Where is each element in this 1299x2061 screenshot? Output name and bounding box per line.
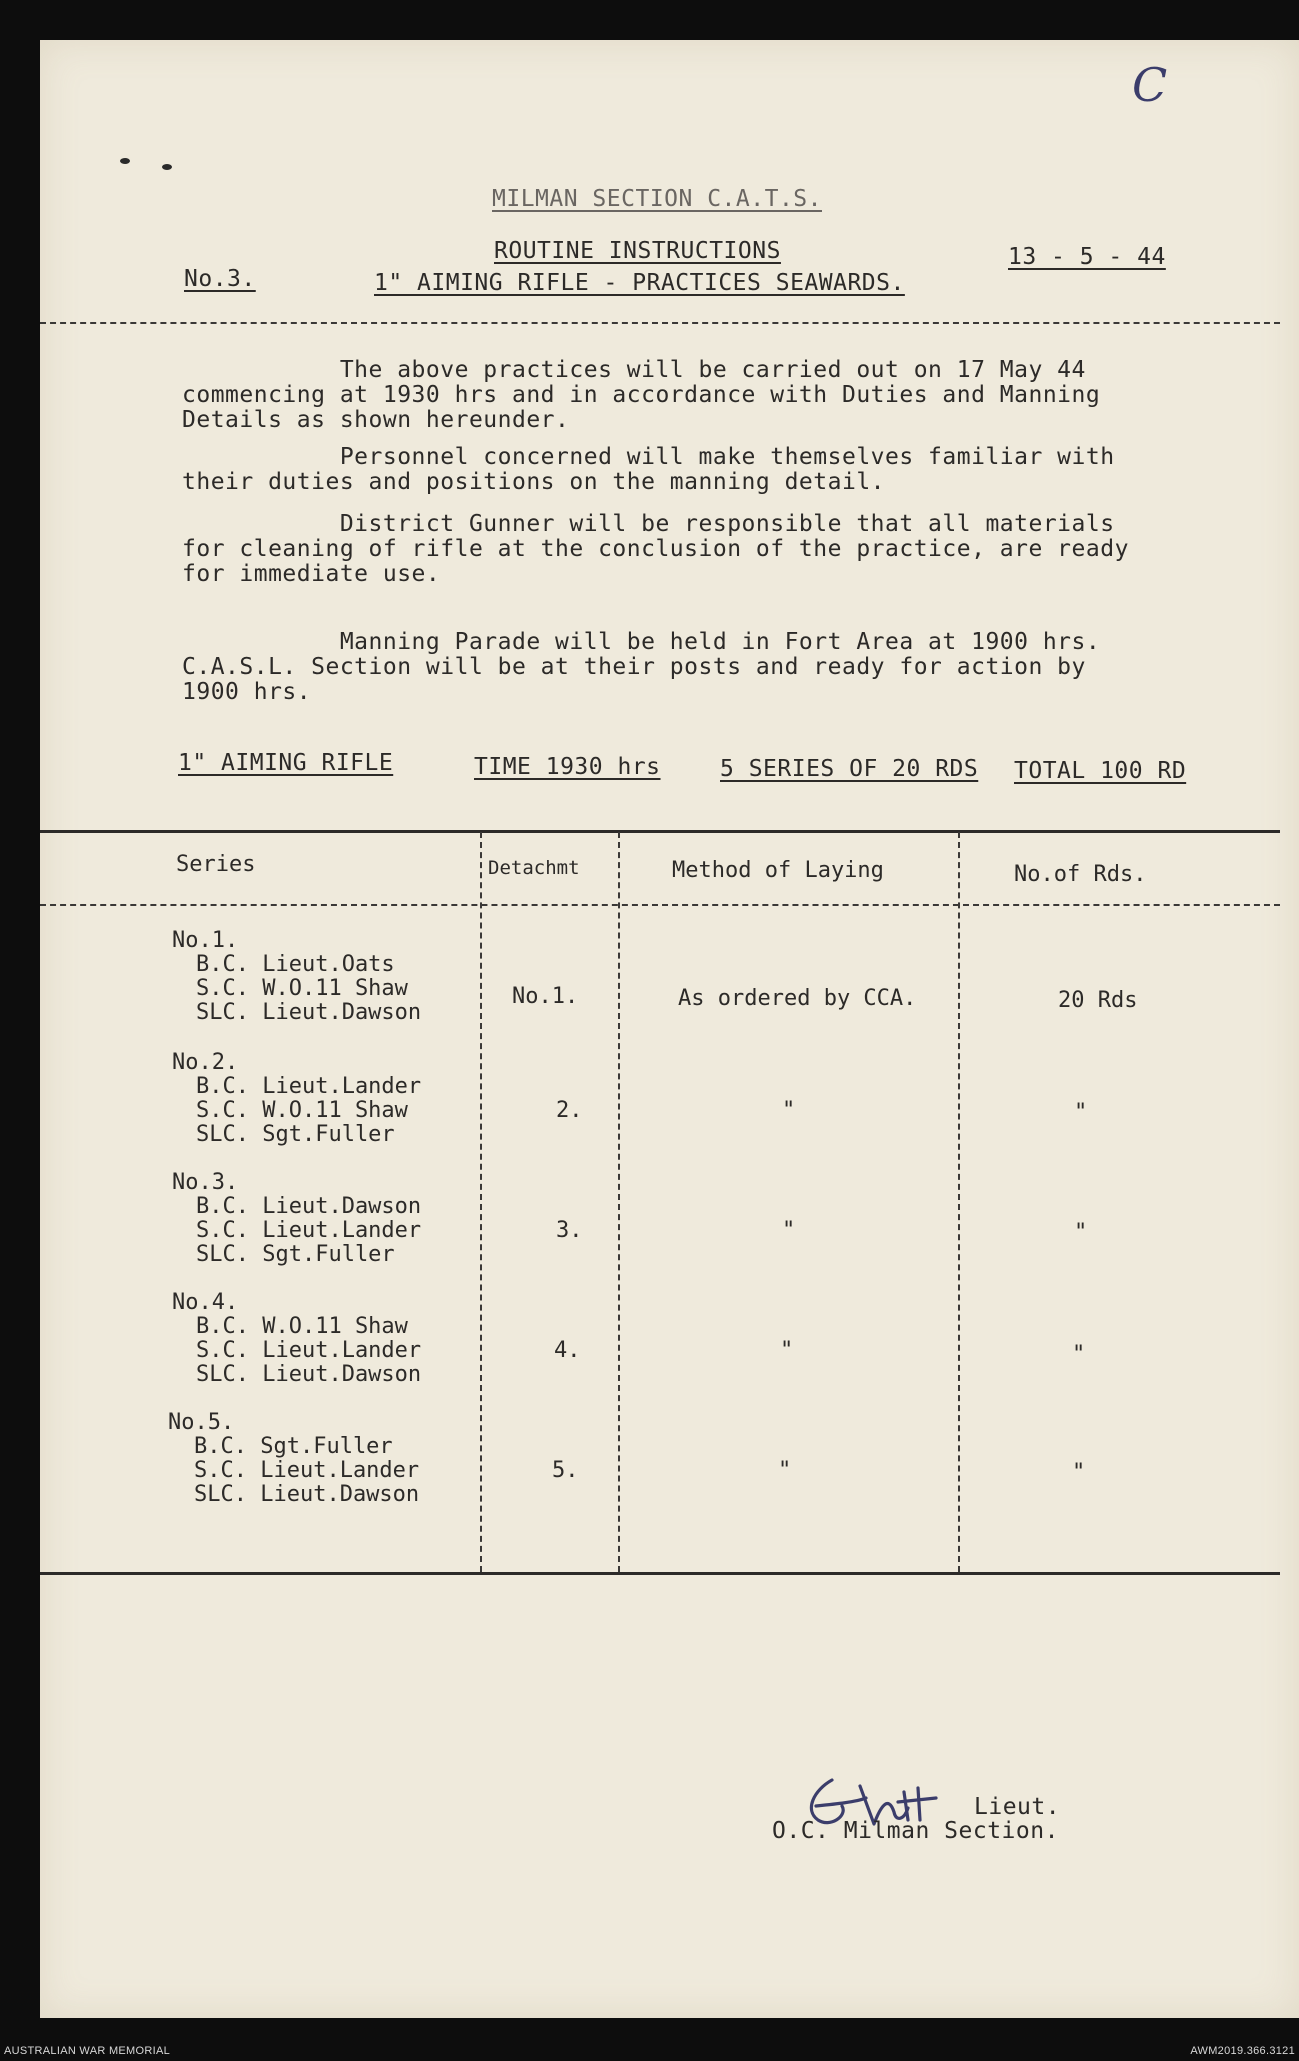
- table-header-rule: [40, 904, 1280, 906]
- series-duty: SLC. Lieut.Dawson: [194, 1482, 420, 1507]
- summary-time: TIME 1930 hrs: [474, 754, 661, 780]
- detachment: 3.: [556, 1218, 583, 1243]
- series-duty: S.C. Lieut.Lander: [194, 1458, 420, 1483]
- rounds: 20 Rds: [1058, 988, 1138, 1013]
- paragraph-1: The above practices will be carried out on 17 May 44 commencing at 1930 hrs and in accordance with Duties and Manning Details as shown hereunder.: [182, 357, 1101, 433]
- punch-hole: [120, 158, 130, 164]
- corner-mark: C: [1132, 58, 1168, 112]
- column-header-detachment: Detachmt: [488, 857, 580, 879]
- series-duty: S.C. W.O.11 Shaw: [196, 1098, 408, 1123]
- column-header-method: Method of Laying: [672, 858, 884, 883]
- series-duty: SLC. Lieut.Dawson: [196, 1000, 422, 1025]
- detachment: No.1.: [512, 984, 579, 1009]
- series-duty: SLC. Sgt.Fuller: [196, 1242, 395, 1267]
- rounds: ": [1074, 1220, 1088, 1245]
- method-of-laying: As ordered by CCA.: [678, 986, 917, 1011]
- detachment: 2.: [556, 1098, 583, 1123]
- instruction-subject: 1" AIMING RIFLE - PRACTICES SEAWARDS.: [374, 270, 905, 296]
- document-date: 13 - 5 - 44: [1008, 244, 1166, 270]
- paragraph-4: Manning Parade will be held in Fort Area at 1900 hrs. C.A.S.L. Section will be at their posts and ready for action by 1900 hrs.: [182, 629, 1101, 705]
- series-duty: B.C. Lieut.Dawson: [196, 1194, 422, 1219]
- rounds: ": [1072, 1342, 1086, 1367]
- method-of-laying: ": [782, 1218, 796, 1243]
- series-duty: B.C. W.O.11 Shaw: [196, 1314, 408, 1339]
- detachment: 5.: [552, 1458, 579, 1483]
- document-title: ROUTINE INSTRUCTIONS: [494, 238, 781, 264]
- column-divider: [958, 832, 960, 1572]
- column-divider: [480, 832, 482, 1572]
- method-of-laying: ": [778, 1458, 792, 1483]
- summary-rifle: 1" AIMING RIFLE: [178, 750, 394, 776]
- summary-series: 5 SERIES OF 20 RDS: [720, 756, 979, 782]
- paragraph-2: Personnel concerned will make themselves familiar with their duties and positions on the manning detail.: [182, 444, 1115, 495]
- method-of-laying: ": [780, 1338, 794, 1363]
- series-number: No.4.: [172, 1290, 239, 1315]
- series-duty: SLC. Sgt.Fuller: [196, 1122, 395, 1147]
- unit-heading: MILMAN SECTION C.A.T.S.: [492, 186, 822, 212]
- rounds: ": [1072, 1460, 1086, 1485]
- series-number: No.5.: [168, 1410, 235, 1435]
- archive-reference: AWM2019.366.3121: [1190, 2045, 1295, 2057]
- signatory-rank: Lieut.: [974, 1794, 1061, 1820]
- summary-total: TOTAL 100 RD: [1014, 758, 1187, 784]
- series-duty: S.C. W.O.11 Shaw: [196, 976, 408, 1001]
- series-number: No.3.: [172, 1170, 239, 1195]
- rounds: ": [1074, 1100, 1088, 1125]
- paragraph-3: District Gunner will be responsible that all materials for cleaning of rifle at the conclusion of the practice, are ready for immediate use.: [182, 511, 1129, 587]
- archive-credit: AUSTRALIAN WAR MEMORIAL: [4, 2045, 171, 2057]
- punch-hole: [162, 164, 172, 170]
- column-divider: [618, 832, 620, 1572]
- series-duty: S.C. Lieut.Lander: [196, 1218, 422, 1243]
- table-bottom-rule: [40, 1572, 1280, 1575]
- series-duty: SLC. Lieut.Dawson: [196, 1362, 422, 1387]
- document-page: [40, 40, 1299, 2018]
- series-number: No.2.: [172, 1050, 239, 1075]
- series-number: No.1.: [172, 928, 239, 953]
- series-duty: S.C. Lieut.Lander: [196, 1338, 422, 1363]
- series-duty: B.C. Sgt.Fuller: [194, 1434, 393, 1459]
- column-header-rounds: No.of Rds.: [1014, 862, 1147, 887]
- table-top-rule: [40, 830, 1280, 833]
- method-of-laying: ": [782, 1098, 796, 1123]
- series-duty: B.C. Lieut.Oats: [196, 952, 395, 977]
- signatory-role: O.C. Milman Section.: [772, 1818, 1059, 1844]
- instruction-number: No.3.: [184, 266, 256, 292]
- column-header-series: Series: [176, 852, 256, 877]
- detachment: 4.: [554, 1338, 581, 1363]
- header-divider: [40, 322, 1280, 324]
- series-duty: B.C. Lieut.Lander: [196, 1074, 422, 1099]
